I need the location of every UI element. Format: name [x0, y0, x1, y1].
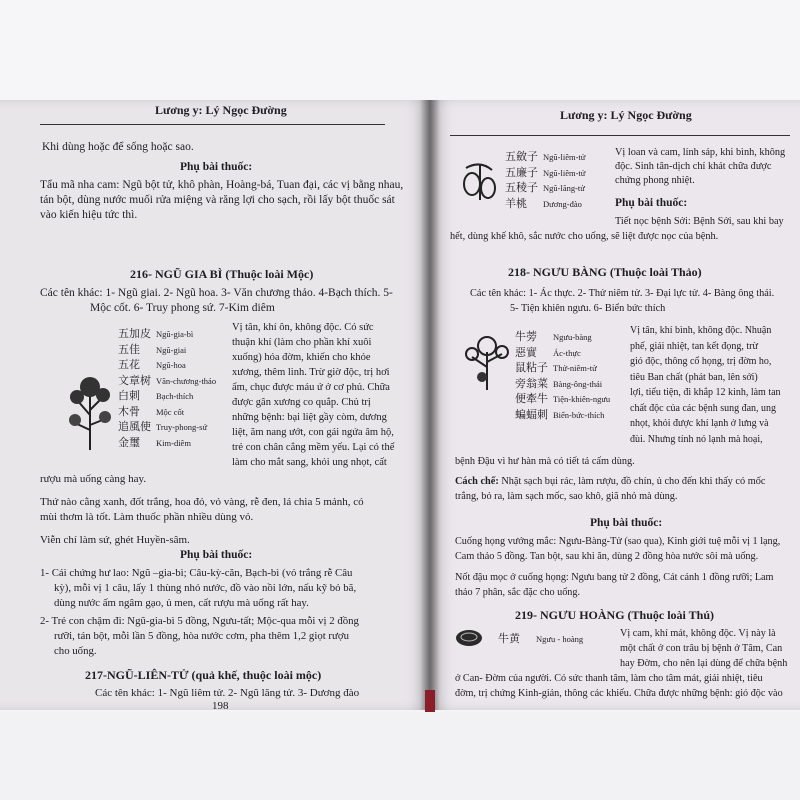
herb-name-row: 五稜子 Ngũ-lăng-tử: [505, 181, 585, 194]
fruit-illustration-217: [460, 160, 500, 205]
other-names-216: Các tên khác: 1- Ngũ giai. 2- Ngũ hoa. 3- Văn chương thảo. 4-Bạch thích. 5- Mộc cốt. 6- Truy phong sứ. 7-Kim diêm: [40, 287, 393, 314]
entry-title-218: 218- NGƯU BÀNG (Thuộc loài Thảo): [508, 265, 702, 279]
herb-names-216: [118, 325, 216, 449]
remedies-heading-217: Phụ bài thuốc:: [615, 197, 688, 209]
left-page: [0, 100, 430, 710]
remedy-216-1: 1- Cái chứng hư lao: Ngũ –gia-bì; Câu-kỳ-căn, Bạch-bì (vỏ trắng rễ Câu kỳ), mỗi vị 1 câu, lấy 1 thùng nhỏ nước, đồ vào nồi lớn, nấu kỹ bỏ bã, dùng nước ấm ngâm gạo, ủ men, cất rượu mà uống rất hay.: [40, 567, 357, 609]
description-219: Vị cam, khí mát, không độc. Vị này là một chất ở con trâu bị bệnh ở Tâm, Can hay Đờm, cho nên lại dùng để chữa bệnh ở Can- Đờm của người. Có sức thanh tâm, làm cho tâm mát, giải nhiệt, tiêu đờm, trị chứng Kinh-giản, thông các khiếu. Chữa được những bệnh: gió độc vào: [455, 628, 788, 699]
intro-line: Khi dùng hoặc để sống hoặc sao.: [42, 141, 194, 153]
page-number: 198: [212, 700, 229, 710]
remedies-heading: Phụ bài thuốc:: [180, 161, 253, 173]
remedy-217: Tiết nọc bệnh Sởi: Bệnh Sởi, sau khi bay hết, dùng khế khô, sắc nước cho uống, sẽ liệt được nọc của bệnh.: [450, 216, 784, 242]
herb-name-row: 牛黄 Ngưu - hoàng: [498, 632, 584, 645]
herb-name-row: 五廉子 Ngũ-liêm-tử: [505, 165, 586, 179]
herb-name-row: 羊桃 Dương-đào: [505, 196, 582, 210]
remedy-218-b: Nốt đậu mọc ở cuống họng: Ngưu bang tử 2 đồng, Cát cánh 1 đồng rưỡi; Lam thảo 7 phân, sắc đặc cho uống.: [455, 572, 774, 598]
herb-name-row: 旁翁菜 Bàng-ông-thái: [515, 376, 603, 390]
header-rule: [450, 135, 790, 136]
herb-names-218: [515, 328, 610, 421]
remedy-paragraph: Tẩu mã nha cam: Ngũ bột tử, khô phàn, Hoàng-bá, Tuan đại, các vị bằng nhau, tán bột, dùng nước muối rửa miệng và răng lợi cho sạch, rồi lấy bột thuốc sát vào kiến hiệu tức thì.: [40, 179, 404, 221]
herb-name-row: 牛蒡 Ngưu-bàng: [515, 330, 592, 343]
herb-name-row: 便牽牛 Tiện-khiên-ngưu: [515, 392, 611, 405]
other-names-217: Các tên khác: 1- Ngũ liêm tử. 2- Ngũ lăng tử. 3- Dương đào: [95, 687, 360, 699]
book-spine: [420, 100, 440, 710]
herb-name-row: 五佳 Ngũ-giai: [118, 342, 187, 356]
description-216: Vị tân, khí ôn, không độc. Có sức thuận khí (làm cho phần khí xuôi xuống) hóa đờm, khiến cho khỏe xương, thêm linh. Trừ giờ độc, trị hơi ẩm, chục được máu ứ ở cơ phủ. Chữa được gân xương co quắp. Chủ trị những bệnh: bại liệt gầy còm, dương liệt, ăm nang ướt, con gái ngứa âm hộ, trẻ con chân cẳng mềm yếu. Lại có thể làm cho mắt sang, khỏi ung nhọt, cất: [232, 322, 395, 468]
page-header: Lương y: Lý Ngọc Đường: [155, 103, 287, 117]
herb-name-row: 惡實 Ác-thực: [515, 345, 581, 359]
entry-title-217: 217-NGŨ-LIÊN-TỬ (quả khế, thuộc loài mộc): [85, 668, 322, 682]
remedies-heading-216: Phụ bài thuốc:: [180, 549, 253, 561]
book-cover-edge: [425, 690, 435, 712]
remedies-heading-218: Phụ bài thuốc:: [590, 517, 663, 529]
plant-illustration-216: [65, 355, 115, 455]
header-rule: [40, 124, 385, 125]
herb-name-row: 白刺 Bạch-thích: [118, 389, 194, 402]
description-218-continued: bệnh Đậu vì hư hàn mà có tiết tả cấm dùng.: [455, 456, 635, 467]
description-217: Vị loan và cam, lính sáp, khi bình, không độc. Sinh tân-dịch chỉ khát chữa được chứng phong nhiệt.: [615, 147, 786, 186]
right-page: [430, 100, 800, 710]
herb-name-row: 蝙蝠刺 Biển-bức-thích: [515, 407, 605, 421]
herb-name-row: 鼠粘子 Thử-niêm-tử: [515, 361, 597, 374]
entry-title-216: 216- NGŨ GIA BÌ (Thuộc loài Mộc): [130, 267, 314, 281]
remedy-218-a: Cuống họng vướng mắc: Ngưu-Bàng-Tử (sao qua), Kinh giới tuệ mỗi vị 1 lạng, Cam thảo 5 đồng. Tan bột, sau khi ăn, dùng 2 đồng hòa nước sôi mà uống.: [455, 536, 781, 562]
desk-background-bottom: [0, 712, 800, 800]
preparation-218: Cách chế: Nhặt sạch bụi rác, làm rượu, đồ chín, ủ cho đến khi thấy có mốc trắng, bỏ ra, làm sạch mốc, sao khô, giã nhỏ mà dùng.: [455, 476, 766, 502]
herb-name-row: 追風使 Truy-phong-sứ: [118, 420, 208, 433]
herb-name-row: 五花 Ngũ-hoa: [118, 358, 186, 371]
remedy-216-2: 2- Trẻ con chậm đi: Ngũ-gia-bì 5 đồng, Ngưu-tất; Mộc-qua mỗi vị 2 đồng rưỡi, tán bột, mỗi lần 5 đồng, hòa nước cơm, pha thêm 1,2 giọt rượu cho uống.: [40, 615, 359, 657]
page-header: Lương y: Lý Ngọc Đường: [560, 108, 692, 122]
herb-name-row: 五加皮 Ngũ-gia-bì: [118, 327, 194, 340]
entry-title-219: 219- NGƯU HOÀNG (Thuộc loài Thú): [515, 608, 715, 622]
herb-names-217: [505, 148, 585, 210]
herb-name-row: 五斂子 Ngũ-liêm-tử: [505, 150, 586, 163]
herb-name-row: 金璽 Kim-diêm: [118, 435, 191, 449]
description-218: Vị tân, khí bình, không độc. Nhuận phế, giải nhiệt, tan kết đọng, trừ gió độc, thông cổ họng, trị đờm ho, tiêu Ban chất (phát ban, lên sởi) lợi, tiểu tiện, đi khắp 12 kinh, làm tan chất độc của các bệnh sung đan, ung nhọt, khỏi được khí lạnh ở lưng và đùi. Nhưng tính nó lạnh mà hoại,: [630, 325, 781, 445]
herb-name-row: 木骨 Mộc cốt: [118, 404, 185, 418]
other-names-218: Các tên khác: 1- Ác thực. 2- Thử niêm tử. 3- Đại lực tử. 4- Bàng ông thái. 5- Tiện khiên ngưu. 6- Biển bức thích: [470, 288, 775, 314]
plant-illustration-218: [462, 332, 512, 392]
description-216-continued: rượu mà uống càng hay. Thứ nào cằng xanh, đốt trắng, hoa đỏ, vỏ vàng, rễ đen, lá chia 5 mảnh, có mùi thơm là tốt. Làm thuốc phần nhiều dùng vỏ. Viễn chí làm sứ, ghét Huyền-sâm.: [40, 473, 364, 546]
desk-background-top: [0, 0, 800, 100]
herb-name-row: 文章树 Văn-chương-thảo: [118, 373, 217, 387]
